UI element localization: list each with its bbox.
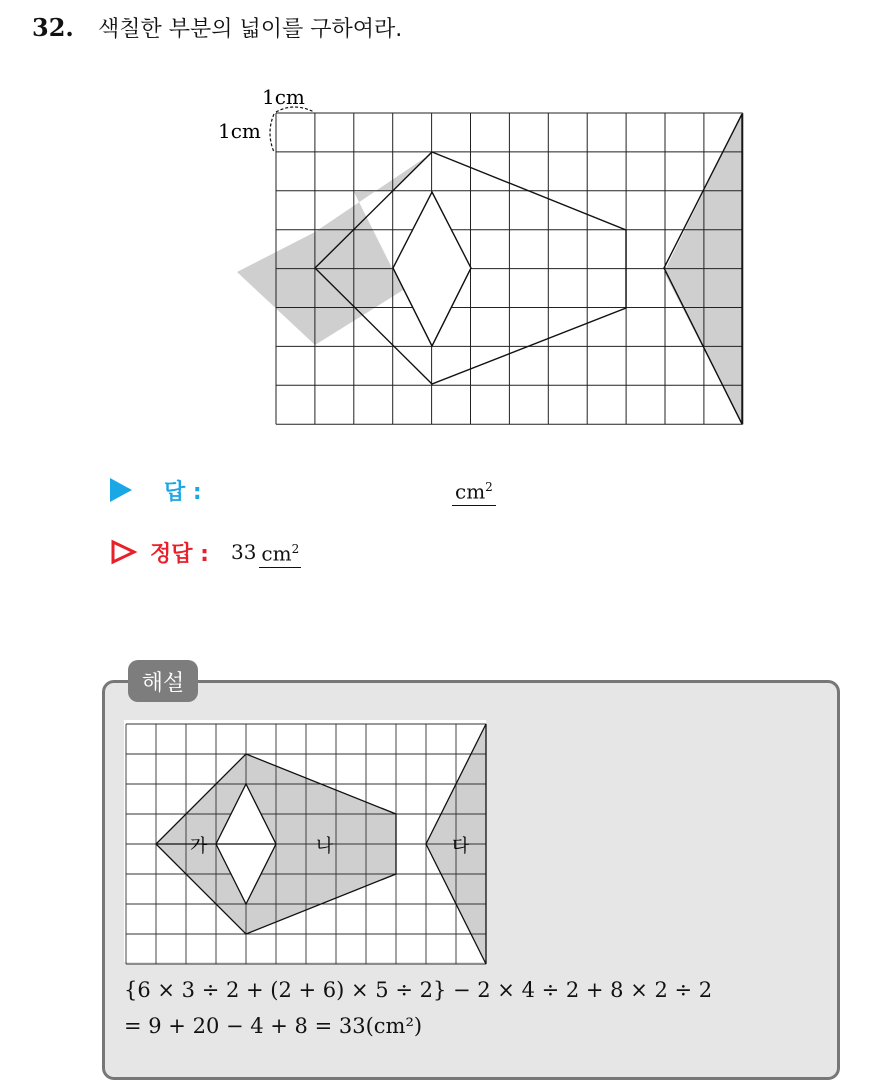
question-text: 색칠한 부분의 넓이를 구하여라. <box>98 17 403 42</box>
unit-label-top: 1cm <box>262 85 305 109</box>
region-label-da: 다 <box>452 836 470 857</box>
question-header <box>32 12 402 48</box>
unit-label-left: 1cm <box>218 119 261 143</box>
unit-brackets <box>270 107 314 152</box>
answer-row <box>110 472 493 508</box>
formula-line-2: = 9 + 20 − 4 + 8 = 33(cm²) <box>124 1014 423 1038</box>
answer-label: 답 : <box>164 479 202 505</box>
region-label-na: 나 <box>316 836 334 857</box>
formula-line-1: {6 × 3 ÷ 2 + (2 + 6) × 5 ÷ 2} − 2 × 4 ÷ 2 + 8 × 2 ÷ 2 <box>124 978 713 1002</box>
region-label-ga: 가 <box>190 836 208 857</box>
correct-answer-row <box>110 534 301 570</box>
correct-arrow-icon <box>110 539 138 565</box>
grid-lines <box>276 113 743 424</box>
answer-unit: $cm^2$ <box>452 474 496 506</box>
correct-value: 33 <box>230 540 257 564</box>
explanation-tab: 해설 <box>128 660 198 702</box>
explanation-figure <box>124 720 494 966</box>
correct-label: 정답 : <box>150 541 209 567</box>
fish-grid-figure <box>216 80 756 430</box>
answer-arrow-icon <box>110 478 132 502</box>
correct-unit: $cm^2$ <box>259 536 301 568</box>
question-number: 32. <box>32 13 74 42</box>
